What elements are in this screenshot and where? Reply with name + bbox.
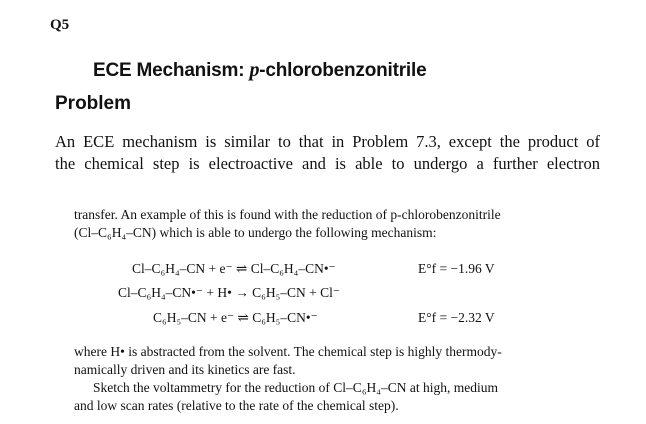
paragraph-line: where H• is abstracted from the solvent. The chemical step is highly thermody- bbox=[74, 344, 502, 359]
title-suffix: -chlorobenzonitrile bbox=[259, 60, 427, 81]
paragraph-line: and low scan rates (relative to the rate of the chemical step). bbox=[74, 398, 399, 413]
paragraph-line: Sketch the voltammetry for the reduction of Cl–C₆H₄–CN at high, medium bbox=[93, 380, 498, 395]
title-italic: p bbox=[249, 59, 260, 81]
paragraph-transfer bbox=[74, 206, 564, 242]
question-label: Q5 bbox=[50, 17, 70, 33]
paragraph-where bbox=[74, 343, 564, 415]
equation-2: Cl–C₆H₄–CN•⁻ + H• → C₆H₅–CN + Cl⁻ bbox=[118, 285, 341, 300]
equation-3: C₆H₅–CN + e⁻ ⇌ C₆H₅–CN•⁻ bbox=[153, 310, 318, 325]
paragraph-line: (Cl–C₆H₄–CN) which is able to undergo the following mechanism: bbox=[74, 225, 437, 240]
paragraph-line: namically driven and its kinetics are fast. bbox=[74, 362, 296, 377]
intro-line: the chemical step is electroactive and is able to undergo a further electron bbox=[55, 154, 600, 173]
paragraph-line: transfer. An example of this is found with the reduction of p-chlorobenzonitrile bbox=[74, 207, 501, 222]
page-title bbox=[93, 59, 426, 82]
intro-line: An ECE mechanism is similar to that in Problem 7.3, except the product of bbox=[55, 132, 600, 151]
equation-3-potential: E°f = −2.32 V bbox=[418, 310, 495, 325]
title-prefix: ECE Mechanism: bbox=[93, 60, 250, 81]
equation-1: Cl–C₆H₄–CN + e⁻ ⇌ Cl–C₆H₄–CN•⁻ bbox=[132, 261, 336, 276]
section-heading: Problem bbox=[55, 93, 132, 114]
intro-paragraph bbox=[55, 131, 600, 175]
equation-1-potential: E°f = −1.96 V bbox=[418, 261, 495, 276]
